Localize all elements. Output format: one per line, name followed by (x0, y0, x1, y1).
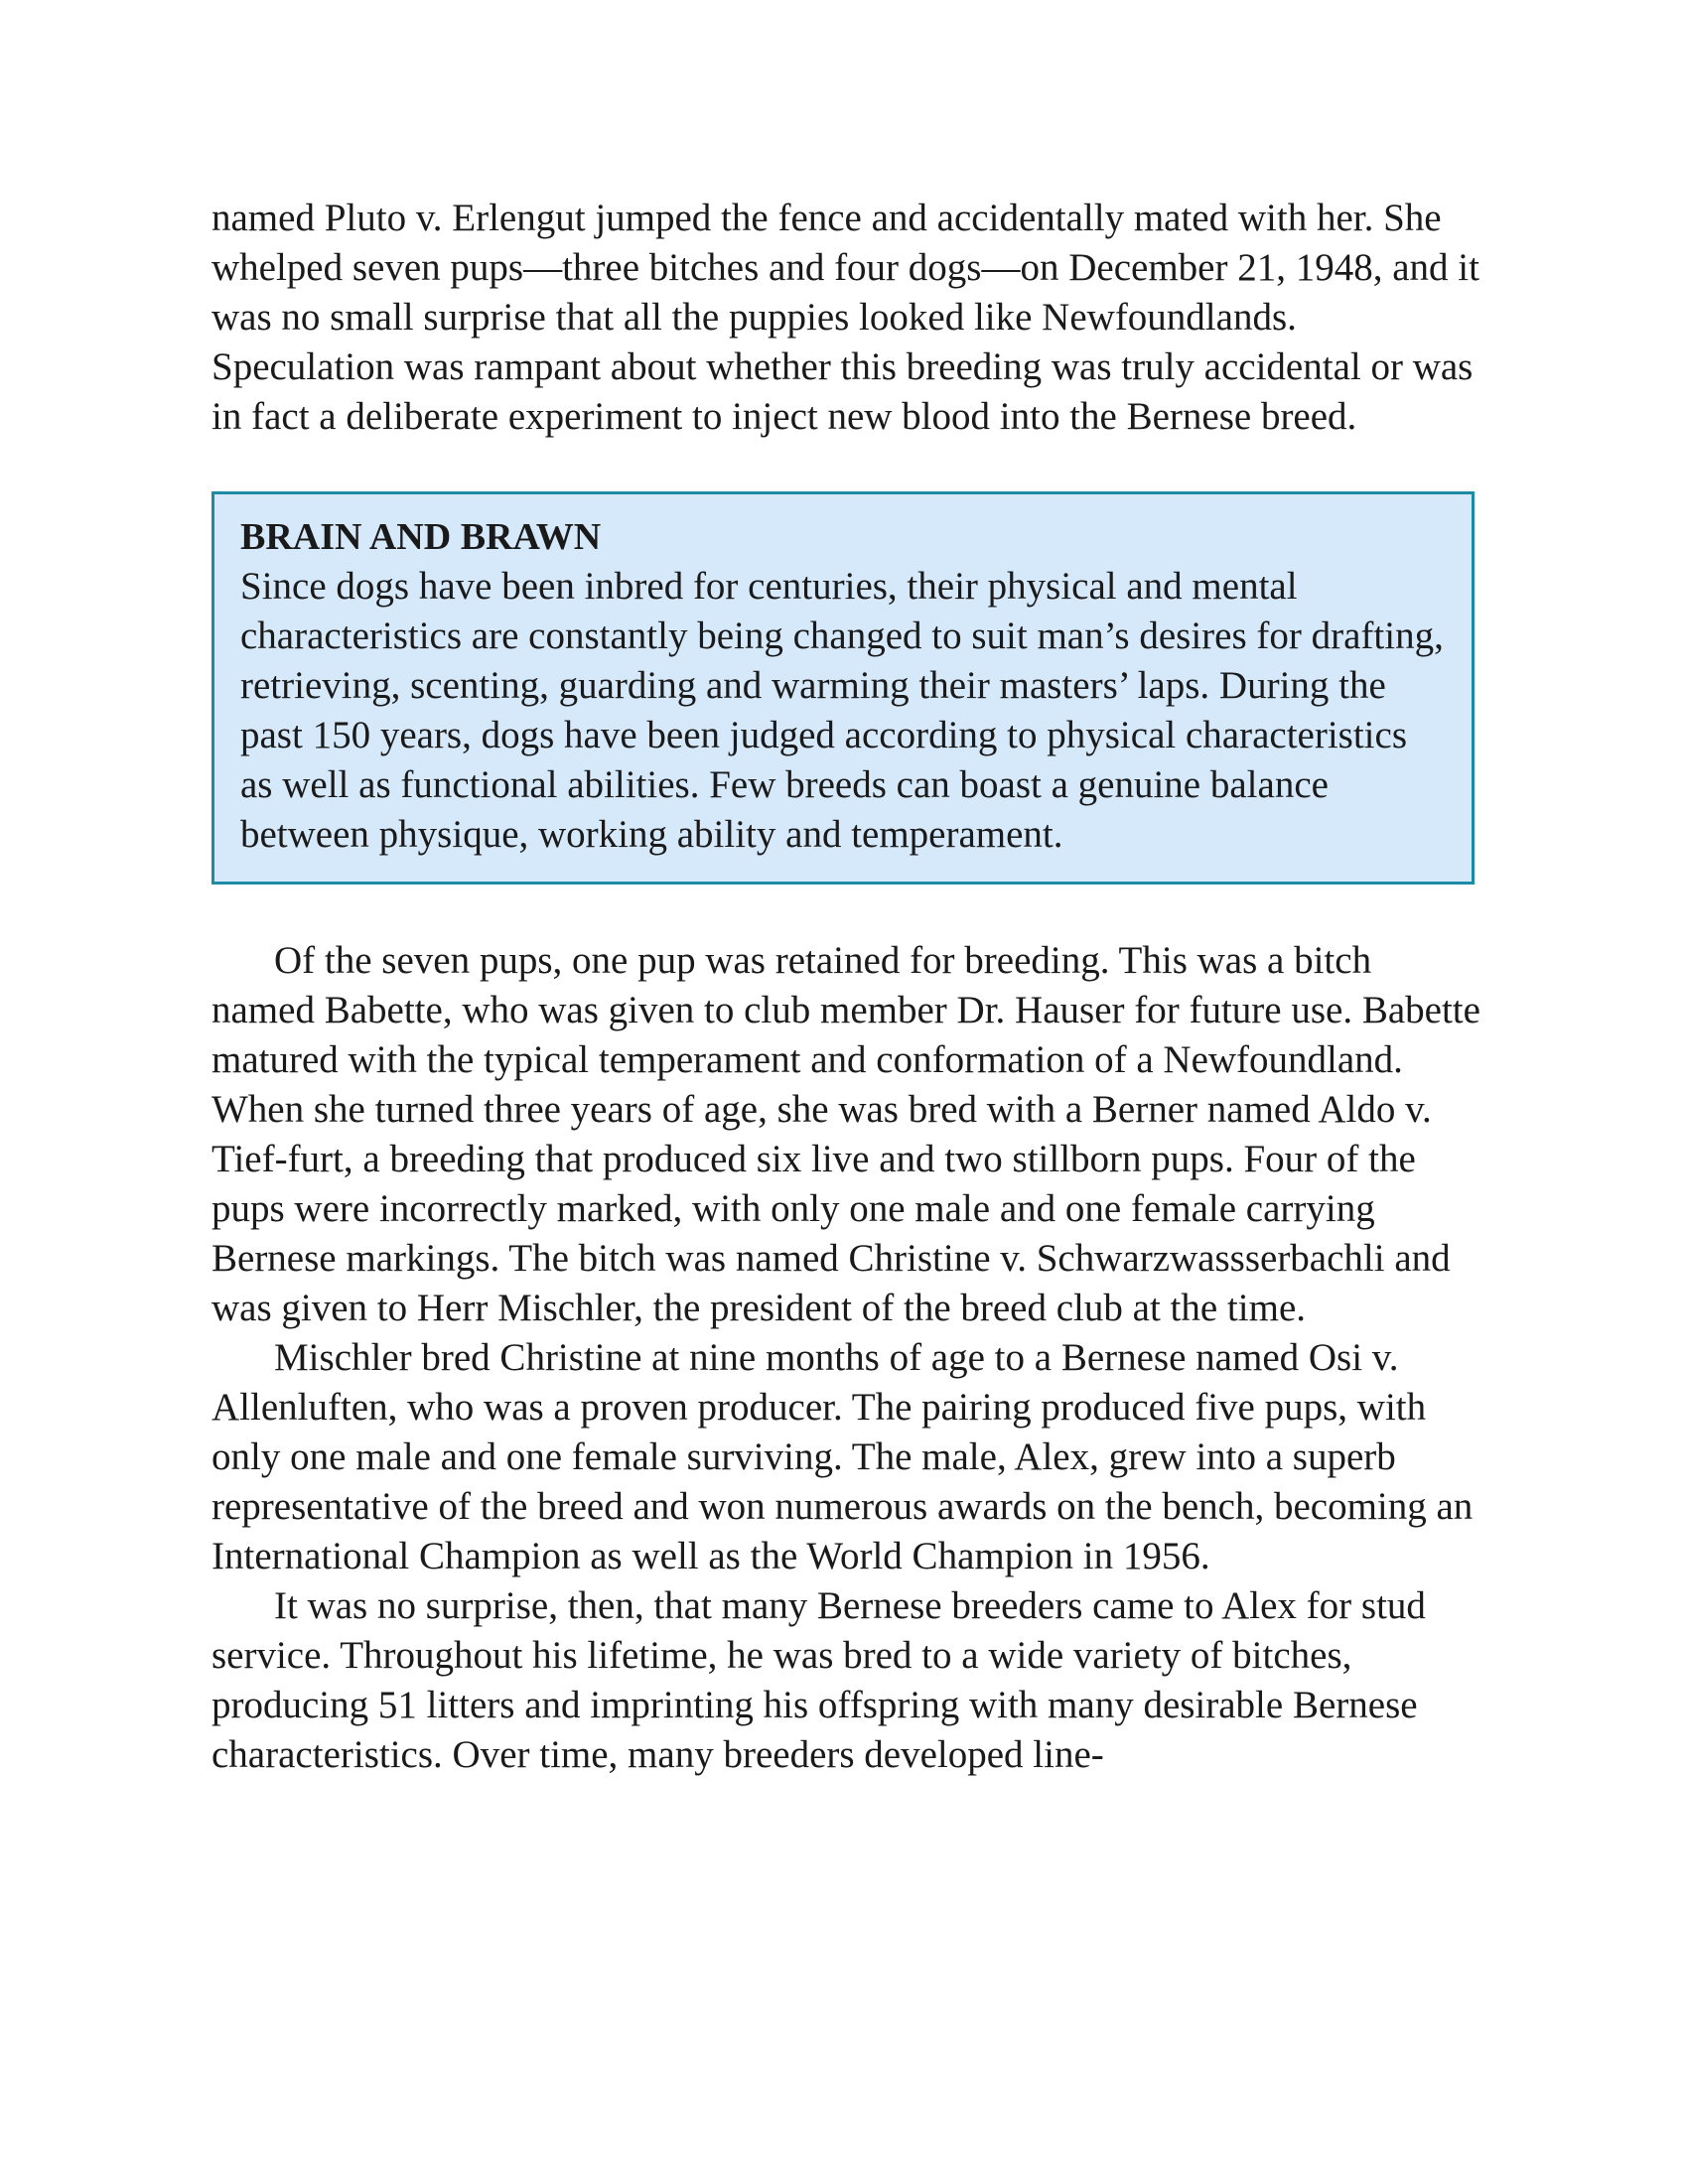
sidebar-box (211, 491, 1475, 885)
body-paragraph: Of the seven pups, one pup was retained for breeding. This was a bitch named Babette, who was given to club member Dr. Hauser for future use. Babette matured with the typical temperament and conformation of a Newfoundland. When she turned three years of age, she was bred with a Berner named Aldo v. Tief-furt, a breeding that produced six live and two stillborn pups. Four of the pups were incorrectly marked, with only one male and one female carrying Bernese markings. The bitch was named Christine v. Schwarzwassserbachli and was given to Herr Mischler, the president of the breed club at the time. (211, 939, 1480, 1329)
intro-paragraph: named Pluto v. Erlengut jumped the fence and accidentally mated with her. She whelped seven pups—three bitches and four dogs—on December 21, 1948, and it was no small surprise that all the puppies looked like Newfoundlands. Speculation was rampant about whether this breeding was truly accidental or was in fact a deliberate experiment to inject new blood into the Bernese breed. (211, 197, 1479, 438)
page-content (211, 194, 1482, 1780)
body-paragraph: Mischler bred Christine at nine months of age to a Bernese named Osi v. Allenluften, who was a proven producer. The pairing produced five pups, with only one male and one female surviving. The male, Alex, grew into a superb representative of the breed and won numerous awards on the bench, becoming an International Champion as well as the World Champion in 1956. (211, 1336, 1474, 1577)
body-paragraph: It was no surprise, then, that many Bernese breeders came to Alex for stud service. Throughout his lifetime, he was bred to a wide variety of bitches, producing 51 litters and imprinting his offspring with many desirable Bernese characteristics. Over time, many breeders developed line- (211, 1584, 1426, 1776)
sidebar-body: Since dogs have been inbred for centuries, their physical and mental characteristics are constantly being changed to suit man’s desires for drafting, retrieving, scenting, guarding and warming their masters’ laps. During the past 150 years, dogs have been judged according to physical characteristics as well as functional abilities. Few breeds can boast a genuine balance between physique, working ability and temperament. (240, 565, 1444, 856)
sidebar-title: BRAIN AND BRAWN (240, 516, 602, 558)
